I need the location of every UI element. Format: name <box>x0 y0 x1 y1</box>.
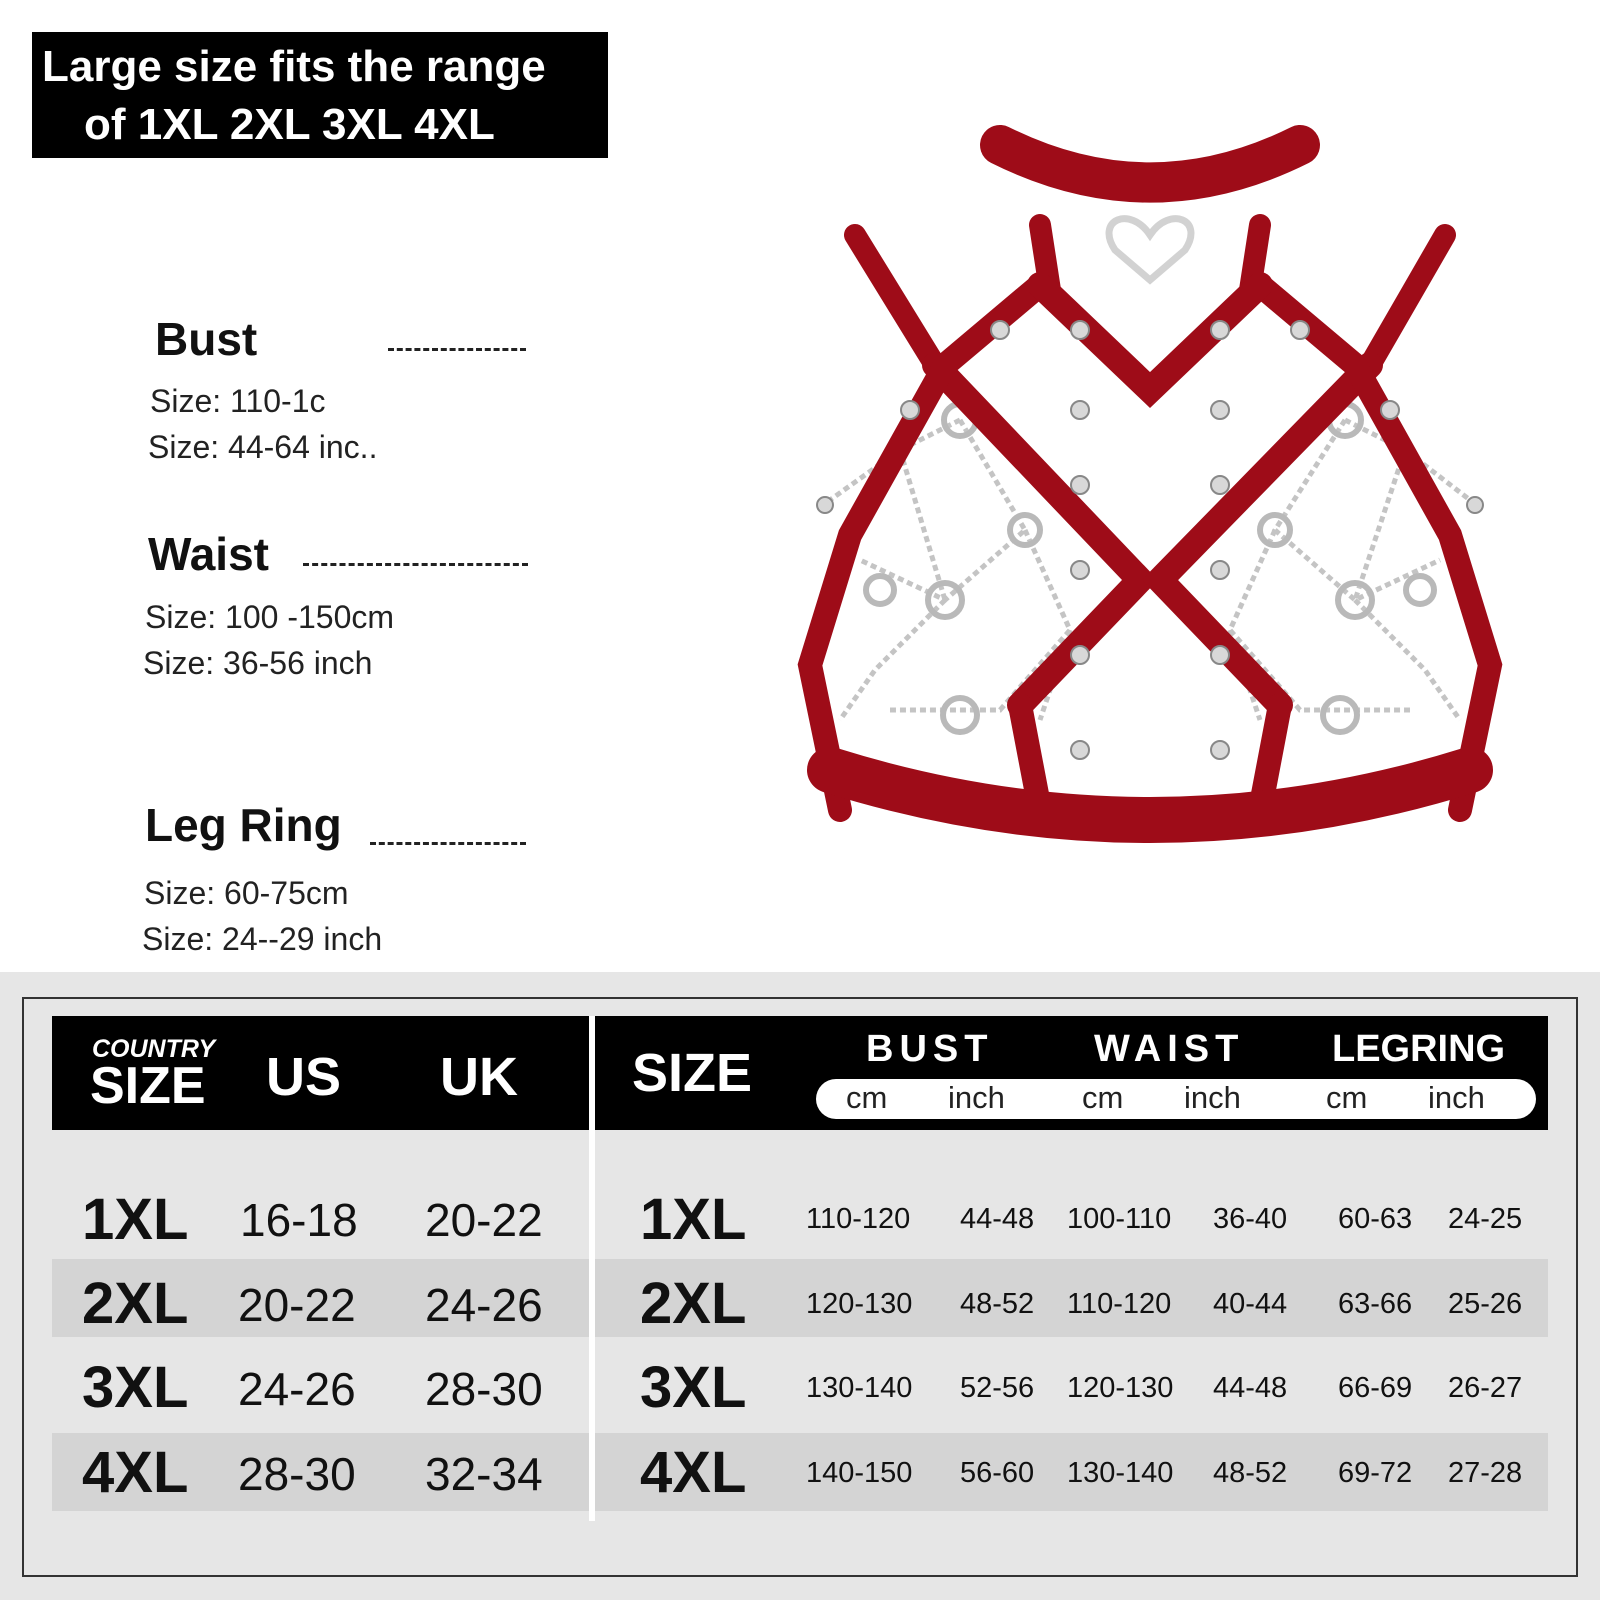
harness-product-image <box>770 110 1530 930</box>
row-size: 2XL <box>82 1271 189 1336</box>
row-size-2: 2XL <box>640 1271 747 1336</box>
bust-dash <box>388 348 526 351</box>
row-size: 1XL <box>82 1187 189 1252</box>
row-legring-inch: 25-26 <box>1448 1288 1523 1320</box>
bust-size-inch: Size: 44-64 inc.. <box>148 429 378 465</box>
header-uk: UK <box>440 1047 518 1107</box>
row-waist-cm: 120-130 <box>1067 1372 1174 1404</box>
row-uk: 20-22 <box>425 1194 543 1246</box>
row-legring-cm: 63-66 <box>1338 1288 1413 1320</box>
row-size-2: 1XL <box>640 1187 747 1252</box>
unit-bust-inch: inch <box>948 1080 1005 1115</box>
leg-ring-size-cm: Size: 60-75cm <box>144 875 349 911</box>
bust-title: Bust <box>155 313 258 365</box>
row-bust-cm: 140-150 <box>806 1457 913 1489</box>
row-size-2: 3XL <box>640 1355 747 1420</box>
chain-mesh <box>830 420 1470 720</box>
row-uk: 32-34 <box>425 1448 543 1500</box>
metal-rings <box>866 404 1434 732</box>
row-legring-inch: 26-27 <box>1448 1372 1523 1404</box>
row-bust-cm: 120-130 <box>806 1288 913 1320</box>
leg-ring-title: Leg Ring <box>145 799 342 851</box>
size-range-banner <box>32 32 608 158</box>
row-waist-inch: 44-48 <box>1213 1372 1288 1404</box>
header-bust: BUST <box>866 1028 994 1070</box>
unit-legring-cm: cm <box>1326 1080 1368 1115</box>
row-size: 3XL <box>82 1355 189 1420</box>
leg-ring-dash <box>370 842 526 845</box>
row-legring-cm: 60-63 <box>1338 1203 1413 1235</box>
row-bust-inch: 56-60 <box>960 1457 1035 1489</box>
header-us: US <box>266 1047 342 1107</box>
row-legring-cm: 69-72 <box>1338 1457 1413 1489</box>
row-legring-inch: 24-25 <box>1448 1203 1523 1235</box>
leg-ring-size-inch: Size: 24--29 inch <box>142 921 383 957</box>
header-legring: LEGRING <box>1332 1028 1506 1070</box>
row-waist-inch: 40-44 <box>1213 1288 1288 1320</box>
row-waist-inch: 48-52 <box>1213 1457 1288 1489</box>
row-legring-inch: 27-28 <box>1448 1457 1523 1489</box>
header-country-size: SIZE <box>90 1057 206 1115</box>
bust-size-cm: Size: 110-1с <box>150 383 326 419</box>
unit-waist-cm: cm <box>1082 1080 1124 1115</box>
waist-size-inch: Size: 36-56 inch <box>143 645 373 681</box>
row-us: 16-18 <box>240 1194 358 1246</box>
row-us: 28-30 <box>238 1448 356 1500</box>
row-legring-cm: 66-69 <box>1338 1372 1413 1404</box>
row-us: 20-22 <box>238 1279 356 1331</box>
unit-legring-inch: inch <box>1428 1080 1485 1115</box>
banner-line-1: Large size fits the range <box>42 42 546 91</box>
unit-waist-inch: inch <box>1184 1080 1241 1115</box>
header-country: COUNTRY <box>92 1035 216 1063</box>
row-waist-cm: 110-120 <box>1067 1288 1172 1320</box>
row-waist-inch: 36-40 <box>1213 1203 1288 1235</box>
header-waist: WAIST <box>1094 1028 1245 1070</box>
row-bust-cm: 110-120 <box>806 1203 911 1235</box>
row-bust-inch: 52-56 <box>960 1372 1035 1404</box>
waist-size-cm: Size: 100 -150cm <box>145 599 395 635</box>
header-size: SIZE <box>632 1043 753 1103</box>
row-waist-cm: 130-140 <box>1067 1457 1174 1489</box>
table-column-divider <box>589 1016 595 1521</box>
row-uk: 24-26 <box>425 1279 543 1331</box>
waist-dash <box>303 563 528 566</box>
unit-bust-cm: cm <box>846 1080 888 1115</box>
row-waist-cm: 100-110 <box>1067 1203 1172 1235</box>
row-bust-cm: 130-140 <box>806 1372 913 1404</box>
banner-line-2: of 1XL 2XL 3XL 4XL <box>84 100 495 149</box>
heart-ring <box>1109 219 1191 280</box>
row-size: 4XL <box>82 1440 189 1505</box>
row-uk: 28-30 <box>425 1363 543 1415</box>
row-us: 24-26 <box>238 1363 356 1415</box>
row-bust-inch: 48-52 <box>960 1288 1035 1320</box>
row-bust-inch: 44-48 <box>960 1203 1035 1235</box>
row-size-2: 4XL <box>640 1440 747 1505</box>
waist-title: Waist <box>148 528 269 580</box>
